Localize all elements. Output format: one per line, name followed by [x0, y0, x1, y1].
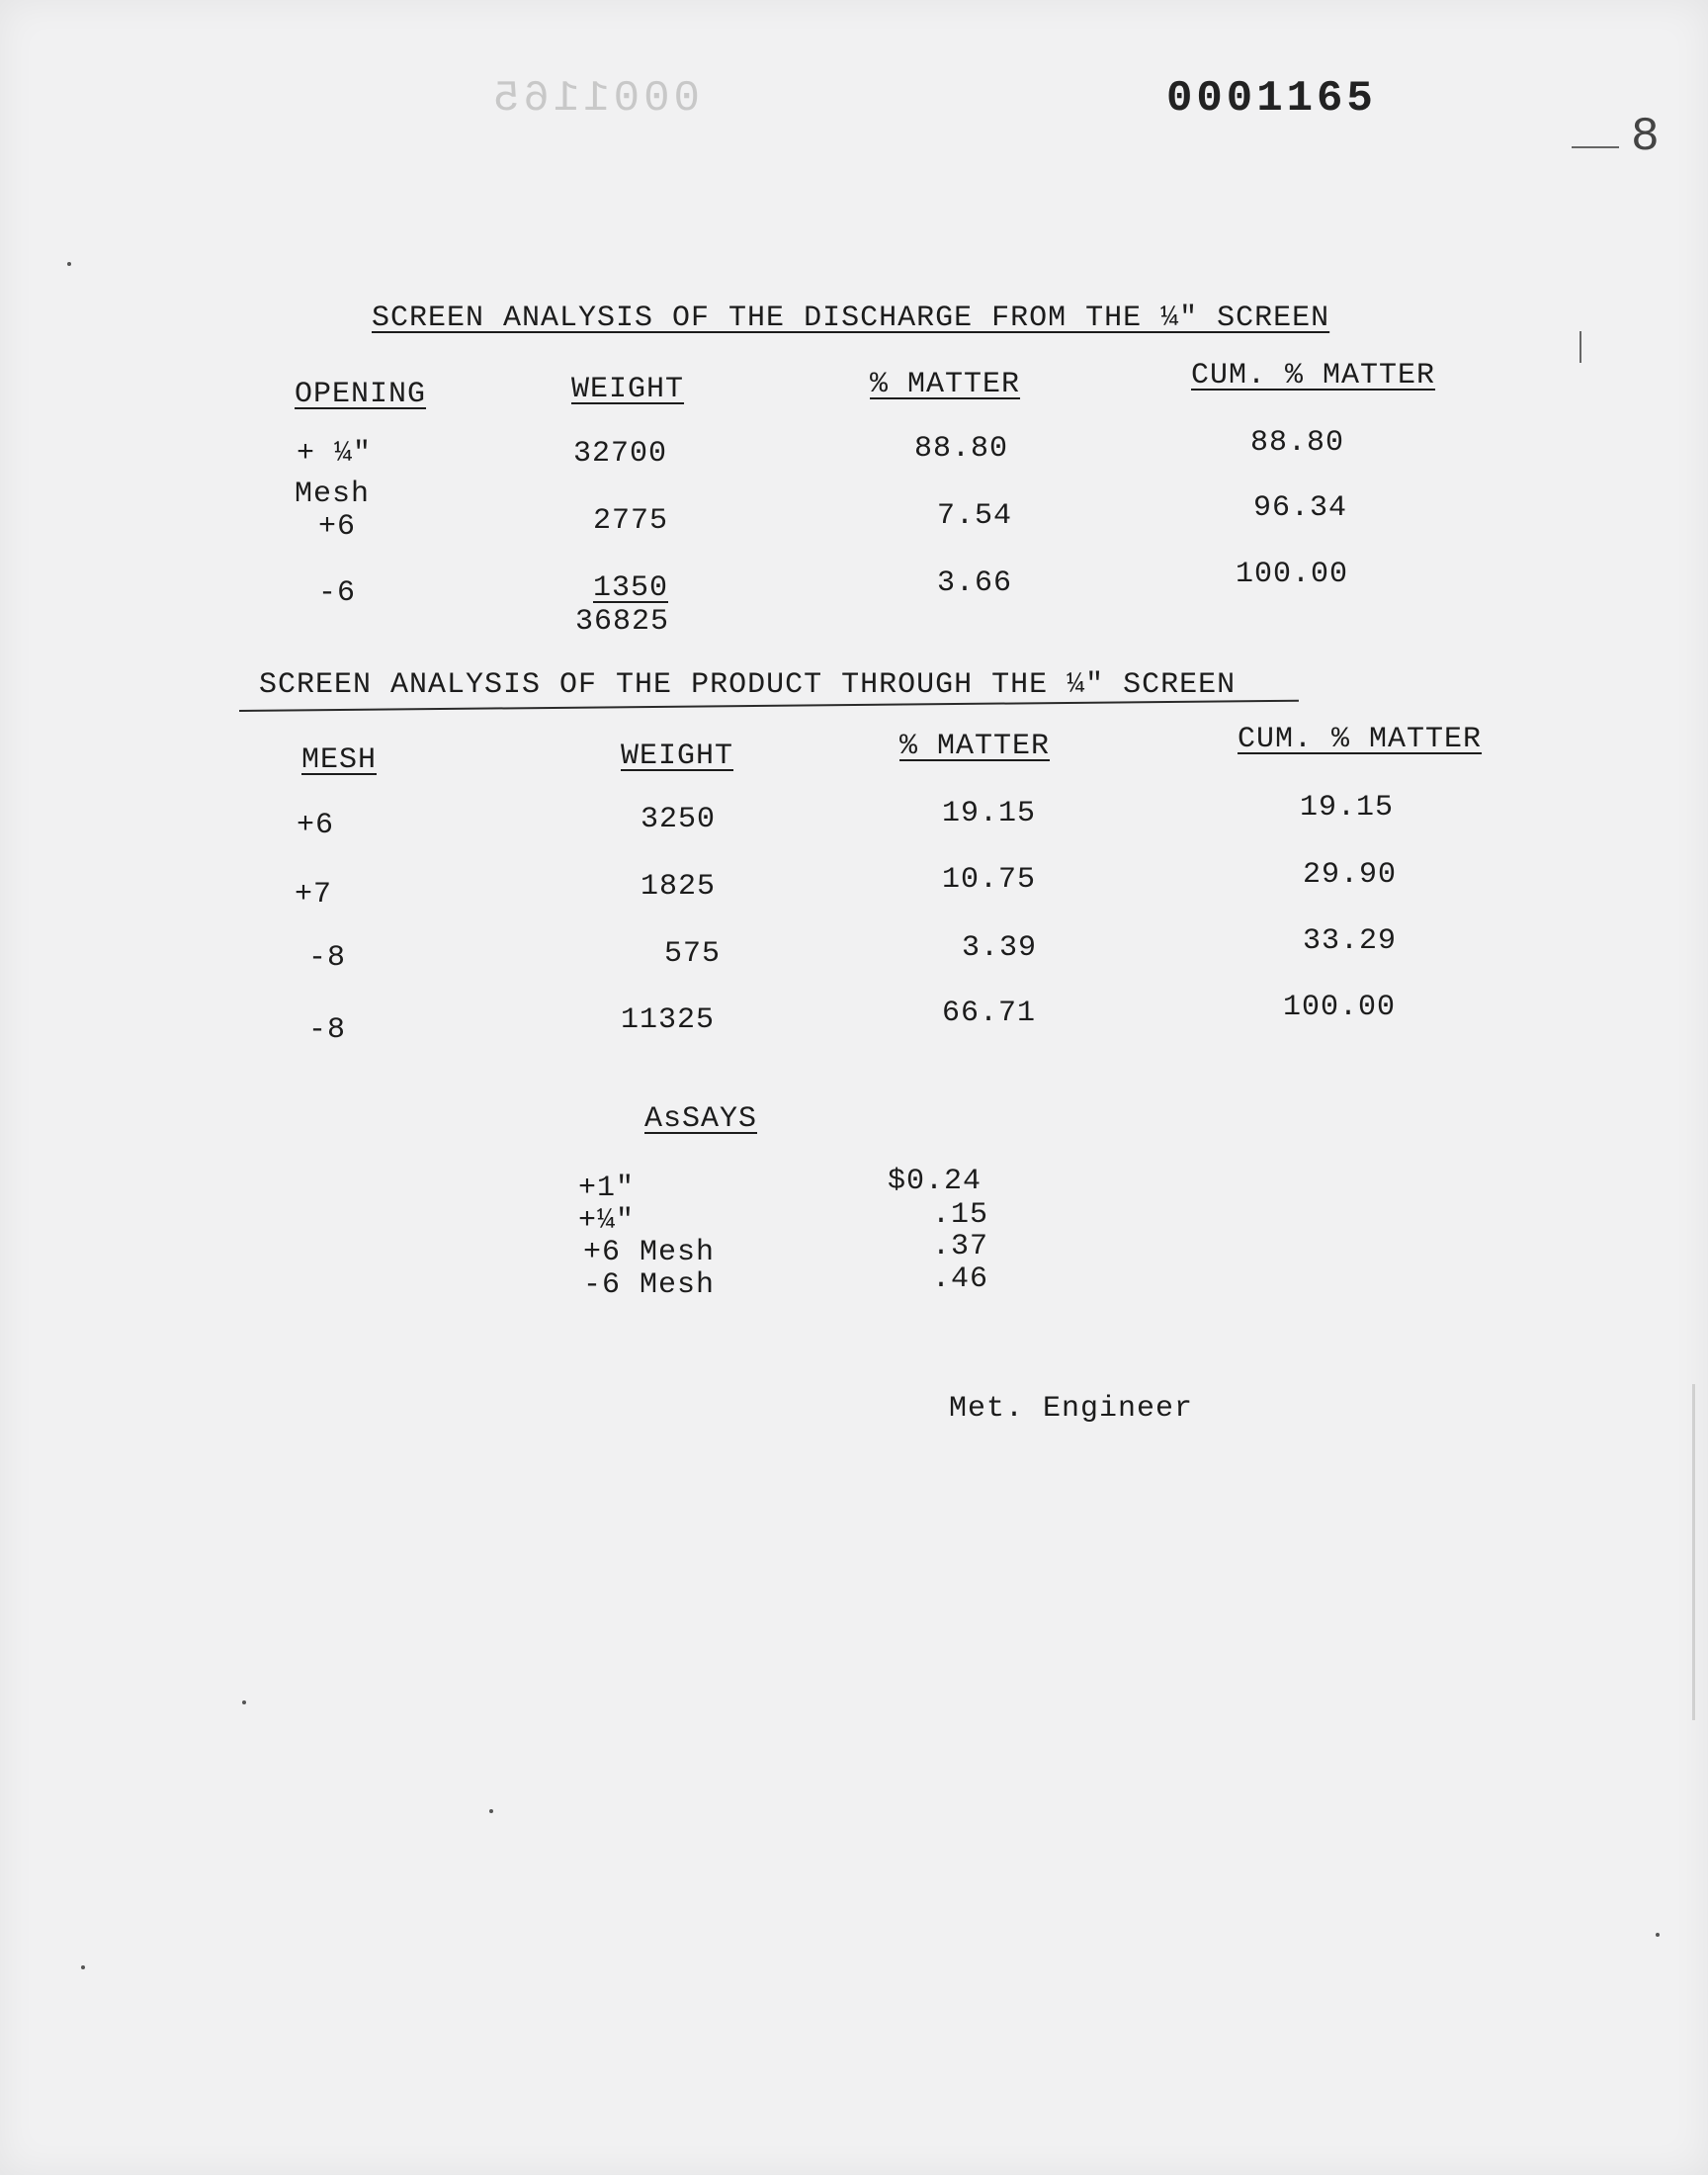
section2-row4-cum: 100.00: [1283, 991, 1397, 1024]
section1-header-opening: OPENING: [295, 378, 427, 411]
assay-row2-size: +¼": [578, 1204, 636, 1238]
assay-row3-size: +6 Mesh: [583, 1236, 716, 1269]
section2-row3-matter: 3.39: [962, 931, 1038, 965]
section1-total-weight: 36825: [575, 605, 670, 639]
section2-row3-cum: 33.29: [1303, 924, 1398, 958]
paper-speck: [81, 1965, 85, 1969]
section2-row2-cum: 29.90: [1303, 858, 1398, 892]
paper-mark: [1572, 146, 1619, 148]
section1-header-matter: % MATTER: [870, 368, 1021, 401]
section1-row2-matter: 7.54: [937, 499, 1013, 533]
assay-row2-value: .15: [932, 1198, 989, 1232]
section1-row2-opening-top: Mesh: [295, 478, 371, 511]
section1-row2-cum: 96.34: [1253, 491, 1348, 525]
section2-header-matter: % MATTER: [899, 730, 1051, 763]
section2-row2-mesh: +7: [295, 878, 333, 912]
page-mark: 8: [1631, 111, 1661, 164]
paper-speck: [1656, 1933, 1660, 1937]
section2-row4-mesh: -8: [308, 1013, 347, 1047]
section2-row3-mesh: -8: [308, 941, 347, 975]
assay-row4-size: -6 Mesh: [583, 1268, 716, 1302]
section1-header-cum: CUM. % MATTER: [1191, 359, 1436, 392]
paper-speck: [67, 262, 71, 266]
assay-row1-size: +1": [578, 1172, 636, 1205]
section1-row3-cum: 100.00: [1236, 558, 1349, 591]
section2-row3-weight: 575: [664, 937, 722, 971]
section1-row1-matter: 88.80: [914, 432, 1009, 466]
section2-header-cum: CUM. % MATTER: [1238, 723, 1483, 756]
section2-row1-cum: 19.15: [1300, 791, 1395, 825]
paper-edge-shadow: [1692, 1384, 1695, 1720]
section1-title: SCREEN ANALYSIS OF THE DISCHARGE FROM THE ¼" SCREEN: [372, 302, 1330, 335]
section2-row2-weight: 1825: [640, 870, 717, 904]
section2-header-weight: WEIGHT: [621, 740, 734, 773]
section1-header-weight: WEIGHT: [571, 373, 685, 406]
section1-row1-weight: 32700: [573, 437, 668, 471]
section2-row1-matter: 19.15: [942, 797, 1037, 830]
section1-row3-matter: 3.66: [937, 566, 1013, 600]
section2-row1-weight: 3250: [640, 803, 717, 836]
section1-row1-opening: + ¼": [297, 437, 373, 471]
assay-row3-value: .37: [932, 1230, 989, 1263]
doc-number: 0001165: [1166, 74, 1377, 124]
section1-row2-opening: +6: [318, 510, 357, 544]
section2-row2-matter: 10.75: [942, 863, 1037, 897]
section1-row2-weight: 2775: [593, 504, 669, 538]
section2-row4-matter: 66.71: [942, 997, 1037, 1030]
paper-speck: [242, 1700, 246, 1704]
assays-title: AsSAYS: [644, 1102, 758, 1136]
section1-row3-weight: 1350: [593, 571, 669, 605]
section1-row3-opening: -6: [318, 576, 357, 610]
assay-row4-value: .46: [932, 1262, 989, 1296]
paper-speck: [489, 1809, 493, 1813]
doc-number-bleedthrough: 0001165: [489, 74, 700, 124]
section1-row1-cum: 88.80: [1250, 426, 1345, 460]
paper-mark: [1580, 331, 1581, 363]
section2-title: SCREEN ANALYSIS OF THE PRODUCT THROUGH THE ¼" SCREEN: [259, 668, 1237, 702]
assay-row1-value: $0.24: [888, 1165, 982, 1198]
section2-row1-mesh: +6: [297, 809, 335, 842]
section2-row4-weight: 11325: [621, 1003, 716, 1037]
section2-header-mesh: MESH: [301, 743, 378, 777]
signature-label: Met. Engineer: [949, 1392, 1194, 1426]
